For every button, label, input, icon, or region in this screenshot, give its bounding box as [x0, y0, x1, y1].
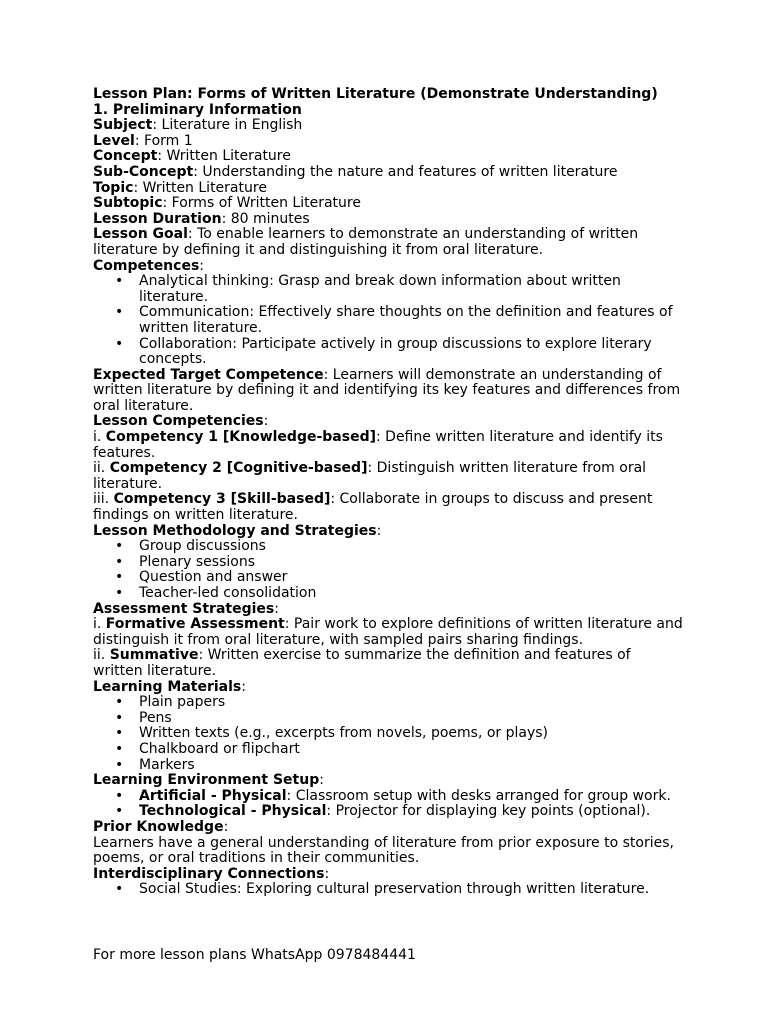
section-heading-lesson-competencies: Lesson Competencies:	[93, 413, 269, 430]
field-value: : Forms of Written Literature	[162, 195, 361, 212]
document-title: Lesson Plan: Forms of Written Literature (Demonstrate Understanding)	[93, 86, 658, 102]
section-heading-preliminary: 1. Preliminary Information	[93, 101, 302, 118]
section-heading-interdisciplinary: Interdisciplinary Connections:	[93, 865, 330, 882]
field-value: : Literature in English	[152, 117, 303, 134]
field-subtopic	[93, 196, 683, 212]
section-heading-materials: Learning Materials:	[93, 678, 246, 695]
materials-list	[93, 695, 683, 773]
methodology-list	[93, 539, 683, 601]
list-item: • Written texts (e.g., excerpts from novels, poems, or plays)	[93, 726, 683, 742]
list-item: • Pens	[93, 711, 683, 727]
field-level	[93, 134, 683, 150]
field-lesson-goal	[93, 227, 683, 258]
list-item: • Communication: Effectively share thoughts on the definition and features of written literature.	[93, 305, 683, 336]
field-label: Lesson Duration	[93, 210, 222, 227]
prior-knowledge-text: Learners have a general understanding of literature from prior exposure to stories, poems, or oral traditions in their communities.	[93, 834, 674, 867]
field-label: Lesson Goal	[93, 226, 188, 243]
field-value: : To enable learners to demonstrate an understanding of written literature by defining it and distinguishing it from oral literature.	[93, 226, 639, 258]
field-concept	[93, 149, 683, 165]
field-label: Concept	[93, 148, 158, 165]
list-item: • Plain papers	[93, 695, 683, 711]
section-heading-environment: Learning Environment Setup:	[93, 772, 324, 789]
field-topic	[93, 181, 683, 197]
list-item: • Analytical thinking: Grasp and break down information about written literature.	[93, 274, 683, 305]
field-label: Topic	[93, 179, 134, 196]
list-item: • Group discussions	[93, 539, 683, 555]
interdisciplinary-list	[93, 882, 683, 898]
environment-list	[93, 789, 683, 820]
list-item: • Artificial - Physical: Classroom setup with desks arranged for group work.	[93, 789, 683, 805]
assessment-item: ii. Summative: Written exercise to summarize the definition and features of written literature.	[93, 647, 631, 679]
competences-list	[93, 274, 683, 368]
competency-item: ii. Competency 2 [Cognitive-based]: Distinguish written literature from oral literature.	[93, 460, 647, 492]
field-label: Sub-Concept	[93, 163, 194, 180]
list-item: • Plenary sessions	[93, 555, 683, 571]
competency-item: i. Competency 1 [Knowledge-based]: Define written literature and identify its features.	[93, 429, 663, 461]
field-label: Subject	[93, 117, 153, 134]
field-label: Expected Target Competence	[93, 366, 324, 383]
section-heading-methodology: Lesson Methodology and Strategies:	[93, 522, 382, 539]
section-heading-prior-knowledge: Prior Knowledge:	[93, 818, 229, 835]
field-value: : Understanding the nature and features of written literature	[193, 163, 618, 180]
field-label: Level	[93, 132, 135, 149]
list-item: • Teacher-led consolidation	[93, 586, 683, 602]
field-label: Subtopic	[93, 195, 163, 212]
field-sub-concept	[93, 165, 683, 181]
expected-target-competence	[93, 368, 683, 415]
field-value: : Form 1	[134, 132, 193, 149]
list-item: • Markers	[93, 758, 683, 774]
field-value: : Written Literature	[133, 179, 267, 196]
assessment-item: i. Formative Assessment: Pair work to explore definitions of written literature and distinguish it from oral literature, with sampled pairs sharing findings.	[93, 616, 683, 648]
list-item: • Chalkboard or flipchart	[93, 742, 683, 758]
section-heading-competences: Competences:	[93, 257, 204, 274]
field-lesson-duration	[93, 212, 683, 228]
list-item: • Collaboration: Participate actively in group discussions to explore literary concepts.	[93, 337, 683, 368]
field-value: : 80 minutes	[221, 210, 310, 227]
field-value: : Learners will demonstrate an understanding of written literature by defining it and identifying its key features and differences from oral literature.	[93, 366, 681, 414]
section-heading-assessment: Assessment Strategies:	[93, 600, 279, 617]
lesson-plan-document	[93, 87, 683, 898]
list-item: • Technological - Physical: Projector for displaying key points (optional).	[93, 804, 683, 820]
competency-item: iii. Competency 3 [Skill-based]: Collaborate in groups to discuss and present findings on written literature.	[93, 491, 653, 524]
list-item: • Question and answer	[93, 570, 683, 586]
footer-contact: For more lesson plans WhatsApp 0978484441	[93, 947, 416, 963]
list-item: • Social Studies: Exploring cultural preservation through written literature.	[93, 882, 683, 898]
field-subject	[93, 118, 683, 134]
field-value: : Written Literature	[157, 148, 291, 165]
